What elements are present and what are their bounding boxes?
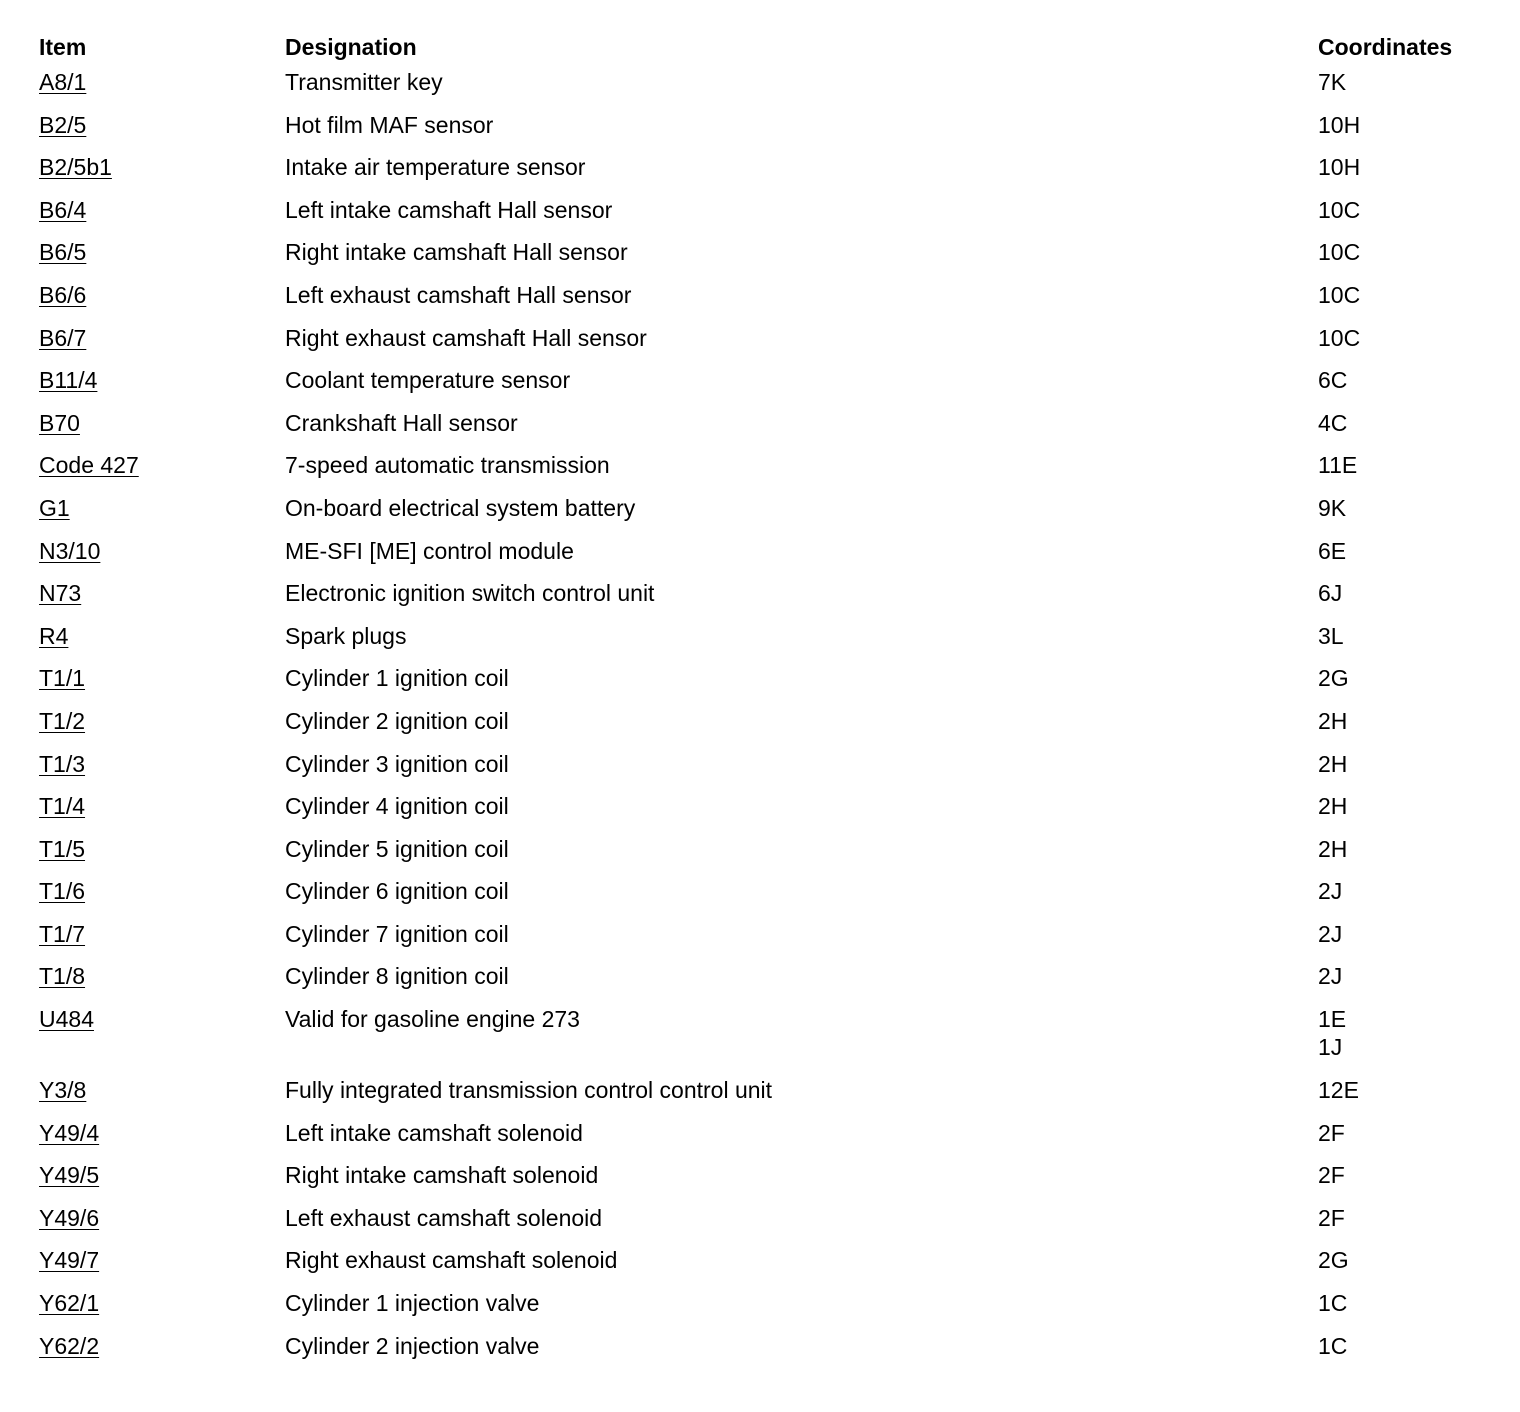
designation-cell: Cylinder 2 injection valve [285,1332,540,1359]
coordinate-value: 10H [1318,154,1361,181]
table-row [39,835,1499,878]
designation-cell: Spark plugs [285,622,407,649]
coordinates-cell [1318,281,1499,309]
coordinate-value: 7K [1318,69,1347,95]
component-legend-table [39,30,1499,1374]
table-row [39,750,1499,793]
item-link[interactable]: B11/4 [39,367,98,394]
designation-cell: Cylinder 8 ignition coil [285,963,509,990]
designation-cell: Hot film MAF sensor [285,111,494,138]
coordinates-cell [1318,1005,1499,1061]
designation-cell: ME-SFI [ME] control module [285,537,574,564]
coordinates-cell [1318,324,1499,352]
table-row [39,1289,1499,1332]
designation-cell: Cylinder 6 ignition coil [285,878,509,905]
table-row [39,281,1499,324]
item-link[interactable]: B6/5 [39,239,87,266]
coordinate-value: 2J [1318,963,1343,990]
item-cell [39,877,285,905]
item-link[interactable]: B2/5b1 [39,154,112,181]
coordinate-value: 2F [1318,1204,1345,1231]
table-row [39,68,1499,111]
coordinates-cell [1318,1076,1499,1104]
coordinate-value: 2F [1318,1119,1345,1146]
coordinates-cell [1318,1119,1499,1147]
designation-cell: On-board electrical system battery [285,494,636,521]
table-row [39,579,1499,622]
item-cell [39,324,285,352]
designation-cell: Cylinder 1 injection valve [285,1290,540,1317]
header-coordinates: Coordinates [1318,34,1453,60]
designation-cell: Cylinder 7 ignition coil [285,920,509,947]
table-row [39,537,1499,580]
item-link[interactable]: Y49/4 [39,1119,100,1146]
table-row [39,962,1499,1005]
item-cell [39,111,285,139]
coordinates-cell [1318,451,1499,479]
item-link[interactable]: Code 427 [39,452,139,479]
table-row [39,324,1499,367]
designation-cell: Left exhaust camshaft solenoid [285,1204,603,1231]
coordinates-cell [1318,409,1499,437]
coordinates-cell [1318,68,1499,96]
coordinates-cell [1318,153,1499,181]
coordinates-cell [1318,920,1499,948]
coordinate-value: 1C [1318,1332,1348,1359]
header-designation: Designation [285,34,417,60]
item-cell [39,537,285,565]
item-cell [39,153,285,181]
item-link[interactable]: G1 [39,494,70,521]
table-row [39,409,1499,452]
coordinates-cell [1318,622,1499,650]
item-link[interactable]: Y49/5 [39,1162,100,1189]
item-cell [39,1204,285,1232]
coordinate-value: 10H [1318,111,1361,138]
item-link[interactable]: T1/4 [39,793,86,820]
coordinate-value: 6E [1318,537,1347,564]
designation-cell: Cylinder 4 ignition coil [285,793,509,820]
item-link[interactable]: Y49/6 [39,1204,100,1231]
table-row [39,1161,1499,1204]
designation-cell: Crankshaft Hall sensor [285,409,518,436]
table-row [39,451,1499,494]
item-link[interactable]: T1/2 [39,707,86,734]
coordinates-cell [1318,1204,1499,1232]
coordinate-value: 12E [1318,1077,1359,1104]
table-row [39,1119,1499,1162]
coordinates-cell [1318,962,1499,990]
coordinate-value: 2G [1318,1247,1349,1274]
coordinate-value: 1E [1318,1006,1347,1033]
item-cell [39,962,285,990]
coordinate-value: 6J [1318,580,1343,607]
coordinate-value: 1C [1318,1290,1348,1317]
coordinates-cell [1318,537,1499,565]
coordinates-cell [1318,196,1499,224]
item-link[interactable]: Y62/1 [39,1290,100,1317]
table-row [39,366,1499,409]
designation-cell: Transmitter key [285,69,443,95]
item-link[interactable]: T1/1 [39,665,86,692]
item-link[interactable]: B2/5 [39,111,87,138]
table-row [39,1005,1499,1076]
item-link[interactable]: Y62/2 [39,1332,100,1359]
table-row [39,494,1499,537]
designation-cell: Left intake camshaft solenoid [285,1119,583,1146]
coordinate-value: 2F [1318,1162,1345,1189]
coordinate-value: 10C [1318,324,1361,351]
table-row [39,622,1499,665]
table-row [39,707,1499,750]
designation-cell: Left intake camshaft Hall sensor [285,196,613,223]
item-cell [39,1076,285,1104]
item-cell [39,920,285,948]
item-cell [39,1005,285,1033]
item-cell [39,68,285,96]
designation-cell: Right intake camshaft Hall sensor [285,239,628,266]
coordinate-value: 2H [1318,835,1348,862]
table-row [39,1076,1499,1119]
table-row [39,877,1499,920]
item-cell [39,409,285,437]
coordinate-value: 10C [1318,196,1361,223]
item-cell [39,196,285,224]
item-link[interactable]: Y3/8 [39,1077,87,1104]
designation-cell: Coolant temperature sensor [285,367,571,394]
item-cell [39,664,285,692]
table-row [39,920,1499,963]
coordinate-value: 2J [1318,878,1343,905]
coordinates-cell [1318,1161,1499,1189]
coordinates-cell [1318,111,1499,139]
coordinate-value: 9K [1318,494,1347,521]
table-row [39,664,1499,707]
designation-cell: Cylinder 1 ignition coil [285,665,509,692]
item-cell [39,622,285,650]
coordinate-value: 10C [1318,239,1361,266]
item-cell [39,281,285,309]
coordinate-value: 2G [1318,665,1349,692]
coordinates-cell [1318,238,1499,266]
table-row [39,1204,1499,1247]
coordinate-value: 2H [1318,750,1348,777]
designation-cell: Valid for gasoline engine 273 [285,1006,580,1033]
table-row [39,111,1499,154]
item-link[interactable]: B70 [39,409,80,436]
designation-cell: Fully integrated transmission control control unit [285,1077,773,1104]
item-link[interactable]: A8/1 [39,69,87,95]
item-cell [39,366,285,394]
coordinates-cell [1318,366,1499,394]
designation-cell: Right exhaust camshaft Hall sensor [285,324,647,351]
coordinates-cell [1318,750,1499,778]
coordinate-value: 3L [1318,622,1344,649]
coordinates-cell [1318,1332,1499,1360]
item-link[interactable]: Y49/7 [39,1247,100,1274]
coordinates-cell [1318,579,1499,607]
item-link[interactable]: B6/6 [39,281,87,308]
coordinates-cell [1318,792,1499,820]
item-cell [39,792,285,820]
item-link[interactable]: T1/7 [39,920,86,947]
table-header [39,30,1499,68]
item-link[interactable]: T1/3 [39,750,86,777]
designation-cell: Right intake camshaft solenoid [285,1162,599,1189]
table-row [39,792,1499,835]
coordinates-cell [1318,835,1499,863]
coordinates-cell [1318,664,1499,692]
designation-cell: Right exhaust camshaft solenoid [285,1247,618,1274]
coordinates-cell [1318,1289,1499,1317]
coordinates-cell [1318,1246,1499,1274]
table-row [39,1332,1499,1375]
designation-cell: 7-speed automatic transmission [285,452,610,479]
table-body [39,68,1499,1374]
coordinate-value: 11E [1318,452,1358,479]
item-link[interactable]: N73 [39,580,82,607]
table-row [39,1246,1499,1289]
item-cell [39,238,285,266]
coordinate-value: 10C [1318,281,1361,308]
designation-cell: Left exhaust camshaft Hall sensor [285,281,632,308]
item-link[interactable]: U484 [39,1006,94,1033]
coordinate-value: 1J [1318,1034,1343,1061]
item-link[interactable]: T1/8 [39,963,86,990]
item-cell [39,579,285,607]
item-cell [39,1161,285,1189]
header-item: Item [39,34,87,60]
item-cell [39,750,285,778]
item-link[interactable]: T1/6 [39,878,86,905]
designation-cell: Electronic ignition switch control unit [285,580,655,607]
item-cell [39,494,285,522]
item-cell [39,707,285,735]
coordinates-cell [1318,494,1499,522]
item-link[interactable]: N3/10 [39,537,101,564]
designation-cell: Cylinder 2 ignition coil [285,707,509,734]
table-row [39,196,1499,239]
item-cell [39,1119,285,1147]
item-cell [39,835,285,863]
coordinate-value: 6C [1318,367,1348,394]
table-row [39,238,1499,281]
item-link[interactable]: B6/7 [39,324,87,351]
coordinate-value: 2H [1318,793,1348,820]
item-cell [39,451,285,479]
coordinate-value: 2J [1318,920,1343,947]
coordinates-cell [1318,877,1499,905]
item-cell [39,1332,285,1360]
item-cell [39,1246,285,1274]
table-row [39,153,1499,196]
item-cell [39,1289,285,1317]
designation-cell: Intake air temperature sensor [285,154,586,181]
designation-cell: Cylinder 5 ignition coil [285,835,509,862]
item-link[interactable]: B6/4 [39,196,87,223]
coordinate-value: 2H [1318,707,1348,734]
designation-cell: Cylinder 3 ignition coil [285,750,509,777]
item-link[interactable]: R4 [39,622,69,649]
coordinates-cell [1318,707,1499,735]
item-link[interactable]: T1/5 [39,835,86,862]
coordinate-value: 4C [1318,409,1348,436]
